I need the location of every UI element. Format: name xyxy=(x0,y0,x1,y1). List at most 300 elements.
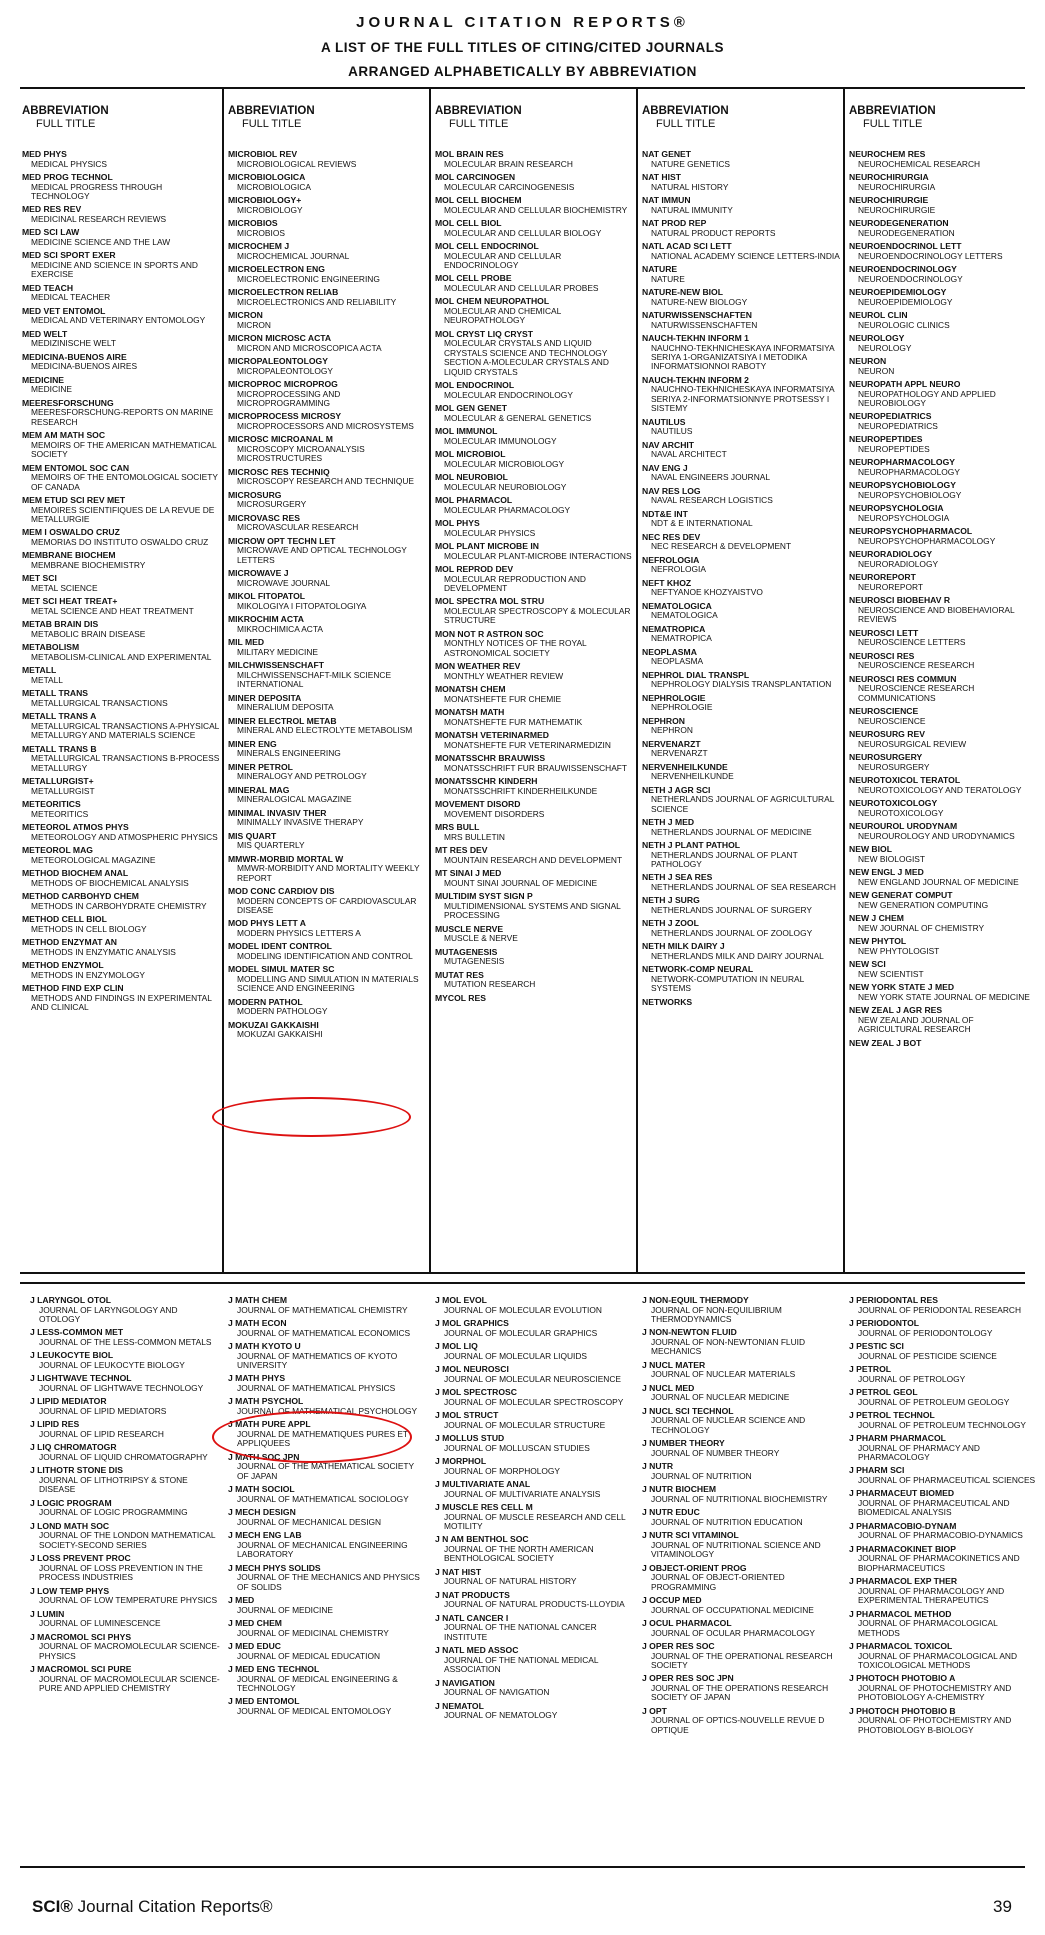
journal-entry xyxy=(228,615,426,634)
journal-abbreviation: J MOL EVOL xyxy=(435,1296,487,1305)
journal-full-title: NEUROENDOCRINOLOGY xyxy=(858,273,963,284)
journal-entry xyxy=(30,1522,220,1550)
journal-abbreviation: MOL SPECTRA MOL STRU xyxy=(435,596,545,607)
journal-abbreviation: J MATH PSYCHOL xyxy=(228,1396,304,1407)
journal-full-title: MICROPROCESSORS AND MICROSYSTEMS xyxy=(237,421,414,431)
journal-entry xyxy=(22,330,220,349)
journal-full-title: NEW JOURNAL OF CHEMISTRY xyxy=(858,922,985,933)
journal-abbreviation: MOL NEUROBIOL xyxy=(435,472,508,483)
journal-abbreviation: J MECH PHYS SOLIDS xyxy=(228,1562,321,1573)
journal-abbreviation: J MED CHEM xyxy=(228,1618,282,1629)
journal-full-title: JOURNAL OF OCULAR PHARMACOLOGY xyxy=(651,1627,815,1638)
journal-entry xyxy=(435,473,633,492)
journal-abbreviation: METEOROL ATMOS PHYS xyxy=(22,822,129,833)
journal-abbreviation: MOL CELL BIOL xyxy=(435,218,502,228)
journal-entry xyxy=(849,675,1039,703)
journal-abbreviation: J PERIODONTOL xyxy=(849,1318,920,1328)
top-column-1 xyxy=(22,150,220,1270)
journal-full-title: JOURNAL OF PHARMACY AND PHARMACOLOGY xyxy=(858,1442,980,1462)
journal-full-title: MONTHLY WEATHER REVIEW xyxy=(444,670,564,681)
journal-full-title: MEDICINA-BUENOS AIRES xyxy=(31,361,138,372)
journal-abbreviation: J MECH ENG LAB xyxy=(228,1530,302,1541)
journal-abbreviation: NEMATROPICA xyxy=(642,623,706,634)
journal-entry xyxy=(849,334,1039,353)
journal-abbreviation: NAUTILUS xyxy=(642,416,686,427)
journal-abbreviation: METHOD BIOCHEM ANAL xyxy=(22,868,129,879)
journal-full-title: NEURODEGENERATION xyxy=(858,227,955,238)
journal-abbreviation: J NUTR SCI VITAMINOL xyxy=(642,1530,739,1541)
journal-abbreviation: MICROPROC MICROPROG xyxy=(228,379,338,389)
journal-entry xyxy=(435,173,633,192)
journal-abbreviation: MIS QUART xyxy=(228,830,277,841)
journal-full-title: MICROELECTRONIC ENGINEERING xyxy=(237,273,380,284)
journal-full-title: MONATSSCHRIFT KINDERHEILKUNDE xyxy=(444,785,598,796)
journal-full-title: NEUROSCIENCE xyxy=(858,715,926,726)
journal-abbreviation: NAT HIST xyxy=(642,172,681,182)
journal-abbreviation: NEUROTOXICOL TERATOL xyxy=(849,775,961,786)
journal-full-title: NEUROREPORT xyxy=(858,582,923,592)
journal-entry xyxy=(849,707,1039,726)
journal-full-title: MINERAL AND ELECTROLYTE METABOLISM xyxy=(237,725,413,736)
journal-abbreviation: NEUROPSYCHOPHARMACOL xyxy=(849,526,973,537)
journal-full-title: NEMATROPICA xyxy=(651,633,712,644)
journal-full-title: NEUROPEPTIDES xyxy=(858,444,930,454)
journal-full-title: JOURNAL OF THE NORTH AMERICAN BENTHOLOGICAL SOCIETY xyxy=(444,1544,594,1564)
journal-entry xyxy=(849,960,1039,979)
journal-entry xyxy=(642,1564,840,1592)
journal-full-title: METHODS IN CELL BIOLOGY xyxy=(31,923,147,934)
journal-abbreviation: J MUSCLE RES CELL M xyxy=(435,1502,533,1512)
journal-entry xyxy=(849,1388,1039,1407)
journal-entry xyxy=(30,1443,220,1462)
journal-entry xyxy=(435,1568,633,1587)
journal-abbreviation: NEUROPHARMACOLOGY xyxy=(849,457,955,468)
column-header-full-title: FULL TITLE xyxy=(449,118,509,130)
journal-entry xyxy=(228,569,426,588)
journal-entry xyxy=(22,712,220,740)
journal-entry xyxy=(22,307,220,326)
journal-abbreviation: METALL xyxy=(22,665,57,676)
journal-full-title: NETHERLANDS JOURNAL OF SURGERY xyxy=(651,905,813,916)
journal-entry xyxy=(22,574,220,593)
journal-abbreviation: MON WEATHER REV xyxy=(435,661,521,672)
journal-full-title: MRS BULLETIN xyxy=(444,831,505,842)
journal-full-title: NATURE GENETICS xyxy=(651,158,730,169)
journal-entry xyxy=(228,537,426,565)
journal-abbreviation: MEDICINA-BUENOS AIRE xyxy=(22,351,127,362)
journal-full-title: NEUROSCIENCE RESEARCH xyxy=(858,660,975,671)
journal-entry xyxy=(435,800,633,819)
journal-full-title: MEDICINE xyxy=(31,384,72,395)
journal-entry xyxy=(435,1480,633,1499)
journal-full-title: JOURNAL OF MEDICAL ENGINEERING & TECHNOLOGY xyxy=(237,1673,398,1694)
journal-full-title: MEDICAL PROGRESS THROUGH TECHNOLOGY xyxy=(31,181,163,201)
journal-full-title: NEUROPEDIATRICS xyxy=(858,421,938,431)
journal-abbreviation: J PETROL TECHNOL xyxy=(849,1410,935,1420)
journal-entry xyxy=(642,1596,840,1615)
journal-abbreviation: MOD PHYS LETT A xyxy=(228,918,306,929)
journal-full-title: MICROSCOPY RESEARCH AND TECHNIQUE xyxy=(237,476,414,487)
journal-full-title: MEDICINE AND SCIENCE IN SPORTS AND EXERCISE xyxy=(31,260,198,280)
top-column-3 xyxy=(435,150,633,1270)
journal-abbreviation: MOL PHYS xyxy=(435,518,480,529)
journal-entry xyxy=(228,919,426,938)
journal-full-title: MOLECULAR REPRODUCTION AND DEVELOPMENT xyxy=(444,573,586,594)
journal-abbreviation: J OBJECT-ORIENT PROG xyxy=(642,1562,747,1573)
journal-entry xyxy=(30,1351,220,1370)
journal-full-title: MODERN CONCEPTS OF CARDIOVASCULAR DISEASE xyxy=(237,895,417,916)
journal-abbreviation: J LIGHTWAVE TECHNOL xyxy=(30,1373,132,1384)
journal-full-title: MICROBIOLOGY xyxy=(237,204,303,215)
journal-abbreviation: MICROPROCESS MICROSY xyxy=(228,411,342,422)
journal-entry xyxy=(435,1503,633,1531)
journal-abbreviation: J MOL STRUCT xyxy=(435,1410,499,1420)
journal-full-title: JOURNAL OF PERIODONTAL RESEARCH xyxy=(858,1304,1022,1315)
journal-full-title: JOURNAL OF NUMBER THEORY xyxy=(651,1447,780,1458)
journal-full-title: NAUTILUS xyxy=(651,426,693,437)
journal-full-title: JOURNAL OF PERIODONTOLOGY xyxy=(858,1327,993,1338)
journal-entry xyxy=(22,464,220,492)
journal-full-title: JOURNAL OF PETROLEUM TECHNOLOGY xyxy=(858,1419,1026,1430)
journal-full-title: JOURNAL OF NUTRITION xyxy=(651,1470,752,1481)
journal-full-title: JOURNAL OF NUTRITIONAL BIOCHEMISTRY xyxy=(651,1493,828,1504)
journal-abbreviation: NEW ZEAL J BOT xyxy=(849,1037,922,1048)
journal-abbreviation: NEW SCI xyxy=(849,959,886,970)
journal-abbreviation: NETH J SURG xyxy=(642,895,700,906)
journal-entry xyxy=(849,868,1039,887)
journal-abbreviation: NEW BIOL xyxy=(849,844,892,855)
journal-abbreviation: METABOLISM xyxy=(22,642,80,653)
journal-entry xyxy=(435,1646,633,1674)
column-divider xyxy=(222,89,224,1272)
journal-entry xyxy=(849,481,1039,500)
journal-abbreviation: J PHARMACEUT BIOMED xyxy=(849,1488,955,1499)
journal-entry xyxy=(642,196,840,215)
journal-abbreviation: MOL CARCINOGEN xyxy=(435,172,516,182)
journal-full-title: MOLECULAR AND CELLULAR PROBES xyxy=(444,283,599,293)
journal-entry xyxy=(22,666,220,685)
journal-full-title: JOURNAL OF PHARMACOBIO-DYNAMICS xyxy=(858,1530,1023,1541)
journal-abbreviation: NEUROPATH APPL NEURO xyxy=(849,379,961,389)
journal-full-title: NEW ZEALAND JOURNAL OF AGRICULTURAL RESEARCH xyxy=(858,1014,974,1035)
journal-abbreviation: MON NOT R ASTRON SOC xyxy=(435,628,544,639)
journal-entry xyxy=(228,1508,426,1527)
journal-abbreviation: NEFT KHOZ xyxy=(642,577,692,588)
journal-abbreviation: J MATH SOCIOL xyxy=(228,1484,295,1495)
journal-abbreviation: J LOGIC PROGRAM xyxy=(30,1497,112,1508)
journal-entry xyxy=(642,1531,840,1559)
journal-entry xyxy=(228,196,426,215)
journal-full-title: MOLECULAR PLANT-MICROBE INTERACTIONS xyxy=(444,550,632,561)
journal-full-title: NEOPLASMA xyxy=(651,656,704,667)
journal-full-title: JOURNAL OF THE MATHEMATICAL SOCIETY OF JAPAN xyxy=(237,1461,414,1481)
journal-full-title: NEW GENERATION COMPUTING xyxy=(858,899,989,910)
journal-full-title: MICROCHEMICAL JOURNAL xyxy=(237,250,350,261)
journal-entry xyxy=(228,786,426,805)
journal-full-title: METHODS IN ENZYMOLOGY xyxy=(31,969,146,980)
journal-abbreviation: J PHARMACOL METHOD xyxy=(849,1608,952,1619)
journal-full-title: MOLECULAR AND CELLULAR ENDOCRINOLOGY xyxy=(444,250,562,270)
journal-entry xyxy=(435,1679,633,1698)
journal-entry xyxy=(849,311,1039,330)
journal-entry xyxy=(849,504,1039,523)
journal-full-title: NEUROLOGY xyxy=(858,342,912,353)
column-header-full-title: FULL TITLE xyxy=(242,118,302,130)
journal-full-title: JOURNAL OF MORPHOLOGY xyxy=(444,1465,561,1476)
journal-entry xyxy=(22,528,220,547)
journal-abbreviation: NETH J SEA RES xyxy=(642,872,713,883)
journal-entry xyxy=(22,205,220,224)
journal-full-title: JOURNAL OF MOLLUSCAN STUDIES xyxy=(444,1442,590,1453)
journal-abbreviation: J PHOTOCH PHOTOBIO A xyxy=(849,1673,956,1684)
journal-entry xyxy=(642,579,840,598)
journal-full-title: MEMORIAS DO INSTITUTO OSWALDO CRUZ xyxy=(31,537,209,548)
journal-abbreviation: J NAVIGATION xyxy=(435,1677,495,1688)
journal-full-title: MICROBIOS xyxy=(237,227,285,238)
journal-abbreviation: J MATH ECON xyxy=(228,1318,287,1328)
journal-abbreviation: NATURWISSENSCHAFTEN xyxy=(642,310,752,320)
journal-abbreviation: MONATSSCHR KINDERH xyxy=(435,776,538,787)
journal-abbreviation: MMWR-MORBID MORTAL W xyxy=(228,853,344,864)
journal-full-title: MODELING IDENTIFICATION AND CONTROL xyxy=(237,951,413,962)
journal-entry xyxy=(849,380,1039,408)
journal-entry xyxy=(849,1411,1039,1430)
journal-abbreviation: NETH J ZOOL xyxy=(642,918,699,929)
journal-full-title: MOLECULAR BRAIN RESEARCH xyxy=(444,158,573,169)
journal-entry xyxy=(228,1665,426,1693)
journal-entry xyxy=(22,961,220,980)
journal-entry xyxy=(228,242,426,261)
top-section-bottom-rule-2 xyxy=(20,1282,1025,1284)
journal-entry xyxy=(642,942,840,961)
journal-abbreviation: MICROBIOLOGY+ xyxy=(228,195,302,205)
journal-entry xyxy=(22,551,220,570)
journal-abbreviation: J MED EDUC xyxy=(228,1641,282,1652)
journal-abbreviation: J LIQ CHROMATOGR xyxy=(30,1442,117,1453)
journal-full-title: MINERALS ENGINEERING xyxy=(237,748,341,759)
journal-full-title: MIKOLOGIYA I FITOPATOLOGIYA xyxy=(237,600,367,611)
journal-entry xyxy=(849,1466,1039,1485)
journal-full-title: JOURNAL OF MULTIVARIATE ANALYSIS xyxy=(444,1488,601,1499)
journal-full-title: NEUROPHARMACOLOGY xyxy=(858,467,960,477)
journal-entry xyxy=(642,1296,840,1324)
journal-abbreviation: J MATH PHYS xyxy=(228,1373,286,1384)
journal-full-title: JOURNAL OF NATURAL HISTORY xyxy=(444,1576,577,1587)
journal-entry xyxy=(22,620,220,639)
journal-full-title: MODELLING AND SIMULATION IN MATERIALS SCIENCE AND ENGINEERING xyxy=(237,974,419,994)
journal-abbreviation: MONATSH CHEM xyxy=(435,684,506,695)
journal-abbreviation: MED SCI SPORT EXER xyxy=(22,250,116,261)
journal-abbreviation: MOL CHEM NEUROPATHOL xyxy=(435,296,550,307)
journal-full-title: NATURAL IMMUNITY xyxy=(651,204,733,215)
journal-abbreviation: MICROBIOS xyxy=(228,218,278,228)
journal-full-title: MEMOIRS OF THE ENTOMOLOGICAL SOCIETY OF CANADA xyxy=(31,472,218,492)
journal-entry xyxy=(228,740,426,759)
journal-entry xyxy=(228,265,426,284)
journal-entry xyxy=(22,800,220,819)
journal-entry xyxy=(642,376,840,414)
journal-full-title: JOURNAL OF MATHEMATICAL PSYCHOLOGY xyxy=(237,1406,418,1416)
journal-full-title: JOURNAL DE MATHEMATIQUES PURES ET APPLIQUEES xyxy=(237,1429,408,1449)
journal-entry xyxy=(228,412,426,431)
journal-abbreviation: J PETROL GEOL xyxy=(849,1387,918,1397)
journal-entry xyxy=(228,694,426,713)
journal-abbreviation: NEC RES DEV xyxy=(642,531,701,542)
journal-abbreviation: METALLURGIST+ xyxy=(22,776,94,787)
journal-entry xyxy=(228,150,426,169)
journal-entry xyxy=(228,638,426,657)
journal-full-title: MONATSHEFTE FUR MATHEMATIK xyxy=(444,716,583,727)
journal-full-title: JOURNAL OF THE LESS-COMMON METALS xyxy=(39,1337,212,1347)
journal-full-title: MICRON xyxy=(237,319,271,330)
journal-abbreviation: NATURE xyxy=(642,264,678,274)
journal-entry xyxy=(22,150,220,169)
journal-abbreviation: MEM AM MATH SOC xyxy=(22,430,106,441)
journal-full-title: MODERN PATHOLOGY xyxy=(237,1006,328,1017)
journal-full-title: NEFROLOGIA xyxy=(651,564,706,575)
journal-entry xyxy=(642,311,840,330)
journal-full-title: NDT & E INTERNATIONAL xyxy=(651,518,753,529)
journal-full-title: JOURNAL OF NAVIGATION xyxy=(444,1687,550,1698)
journal-abbreviation: MUTAGENESIS xyxy=(435,946,498,957)
journal-entry xyxy=(435,1591,633,1610)
journal-entry xyxy=(849,1522,1039,1541)
journal-entry xyxy=(228,661,426,689)
journal-abbreviation: NEUROTOXICOLOGY xyxy=(849,798,938,809)
journal-abbreviation: MINER PETROL xyxy=(228,761,293,772)
bottom-column-2 xyxy=(228,1296,426,1861)
journal-entry xyxy=(642,1407,840,1435)
journal-abbreviation: METALL TRANS xyxy=(22,688,89,699)
journal-full-title: JOURNAL OF THE OPERATIONS RESEARCH SOCIETY OF JAPAN xyxy=(651,1683,829,1703)
journal-entry xyxy=(435,892,633,920)
journal-full-title: NEUROPATHOLOGY AND APPLIED NEUROBIOLOGY xyxy=(858,388,996,408)
journal-entry xyxy=(849,1489,1039,1517)
journal-abbreviation: MIKROCHIM ACTA xyxy=(228,614,304,625)
journal-entry xyxy=(228,1531,426,1559)
journal-entry xyxy=(849,1039,1039,1049)
journal-entry xyxy=(849,1434,1039,1462)
journal-full-title: NAVAL ENGINEERS JOURNAL xyxy=(651,472,770,483)
journal-entry xyxy=(22,984,220,1012)
journal-abbreviation: METEOROL MAG xyxy=(22,845,93,856)
journal-entry xyxy=(435,330,633,377)
journal-abbreviation: NEW YORK STATE J MED xyxy=(849,982,955,993)
journal-entry xyxy=(228,173,426,192)
journal-full-title: MOKUZAI GAKKAISHI xyxy=(237,1029,323,1040)
journal-abbreviation: NEUROPSYCHOLOGIA xyxy=(849,503,944,514)
journal-entry xyxy=(30,1499,220,1518)
journal-full-title: NEC RESEARCH & DEVELOPMENT xyxy=(651,541,792,552)
journal-full-title: NETHERLANDS JOURNAL OF AGRICULTURAL SCIENCE xyxy=(651,794,835,814)
journal-abbreviation: J MOL GRAPHICS xyxy=(435,1318,509,1328)
journal-full-title: JOURNAL OF PHARMACOLOGICAL AND TOXICOLOGICAL METHODS xyxy=(858,1650,1017,1671)
journal-entry xyxy=(435,630,633,658)
journal-full-title: NEW YORK STATE JOURNAL OF MEDICINE xyxy=(858,991,1030,1002)
journal-entry xyxy=(30,1296,220,1324)
journal-full-title: NAVAL RESEARCH LOGISTICS xyxy=(651,495,773,506)
column-header-full-title: FULL TITLE xyxy=(36,118,96,130)
journal-abbreviation: NATL ACAD SCI LETT xyxy=(642,241,732,251)
journal-entry xyxy=(642,441,840,460)
journal-abbreviation: NEUROSURG REV xyxy=(849,729,925,740)
journal-entry xyxy=(642,1619,840,1638)
journal-full-title: MICROWAVE JOURNAL xyxy=(237,577,331,588)
journal-abbreviation: METHOD ENZYMOL xyxy=(22,960,104,971)
journal-entry xyxy=(435,196,633,215)
journal-full-title: JOURNAL OF MEDICINAL CHEMISTRY xyxy=(237,1627,389,1638)
journal-entry xyxy=(849,1296,1039,1315)
journal-full-title: NEW SCIENTIST xyxy=(858,968,924,979)
journal-abbreviation: NDT&E INT xyxy=(642,508,688,519)
journal-entry xyxy=(849,1707,1039,1735)
journal-full-title: NEUROPSYCHOBIOLOGY xyxy=(858,490,962,500)
journal-full-title: NETHERLANDS MILK AND DAIRY JOURNAL xyxy=(651,951,824,962)
journal-entry xyxy=(642,919,840,938)
journal-full-title: MEMOIRS OF THE AMERICAN MATHEMATICAL SOCIETY xyxy=(31,439,217,460)
journal-full-title: JOURNAL OF LUMINESCENCE xyxy=(39,1618,161,1629)
journal-full-title: METEOROLOGICAL MAGAZINE xyxy=(31,854,156,865)
journal-abbreviation: J NUCL SCI TECHNOL xyxy=(642,1405,734,1416)
journal-abbreviation: MOL REPROD DEV xyxy=(435,564,514,575)
journal-full-title: MOLECULAR & GENERAL GENETICS xyxy=(444,412,592,423)
journal-full-title: MOLECULAR IMMUNOLOGY xyxy=(444,435,557,446)
journal-entry xyxy=(642,150,840,169)
journal-abbreviation: J MOL NEUROSCI xyxy=(435,1364,509,1374)
journal-abbreviation: MINER DEPOSITA xyxy=(228,692,302,703)
journal-abbreviation: NAUCH-TEKHN INFORM 1 xyxy=(642,333,749,343)
journal-full-title: JOURNAL OF LOGIC PROGRAMMING xyxy=(39,1507,188,1518)
journal-full-title: METALLURGICAL TRANSACTIONS xyxy=(31,698,168,709)
journal-full-title: JOURNAL OF LIPID MEDIATORS xyxy=(39,1406,167,1416)
journal-full-title: MICROVASCULAR RESEARCH xyxy=(237,522,359,533)
journal-full-title: JOURNAL OF MOLECULAR LIQUIDS xyxy=(444,1350,588,1361)
journal-entry xyxy=(435,1365,633,1384)
journal-full-title: MONATSHEFTE FUR CHEMIE xyxy=(444,693,562,704)
journal-full-title: MOUNT SINAI JOURNAL OF MEDICINE xyxy=(444,877,598,888)
journal-abbreviation: NETH J MED xyxy=(642,817,695,828)
journal-full-title: NEUROUROLOGY AND URODYNAMICS xyxy=(858,830,1015,841)
journal-full-title: MODERN PHYSICS LETTERS A xyxy=(237,928,361,939)
journal-abbreviation: J LOSS PREVENT PROC xyxy=(30,1553,131,1564)
journal-entry xyxy=(30,1397,220,1416)
journal-abbreviation: NEPHRON xyxy=(642,715,685,726)
journal-abbreviation: METALL TRANS B xyxy=(22,743,97,754)
journal-abbreviation: MOL BRAIN RES xyxy=(435,150,504,159)
journal-entry xyxy=(22,284,220,303)
journal-entry xyxy=(22,689,220,708)
journal-abbreviation: NERVENARZT xyxy=(642,738,701,749)
journal-full-title: JOURNAL OF MOLECULAR NEUROSCIENCE xyxy=(444,1373,621,1384)
journal-full-title: NEFTYANOE KHOZYAISTVO xyxy=(651,587,763,598)
journal-entry xyxy=(228,592,426,611)
journal-entry xyxy=(642,1707,840,1735)
highlight-circle-j-math-phys xyxy=(212,1411,412,1463)
journal-entry xyxy=(642,242,840,261)
journal-entry xyxy=(849,1577,1039,1605)
journal-entry xyxy=(849,219,1039,238)
journal-entry xyxy=(642,1462,840,1481)
column-header-abbreviation: ABBREVIATION xyxy=(435,105,522,117)
journal-abbreviation: NETH J AGR SCI xyxy=(642,784,711,795)
journal-abbreviation: MET SCI HEAT TREAT+ xyxy=(22,596,118,607)
journal-abbreviation: MICROPALEONTOLOGY xyxy=(228,356,328,366)
journal-full-title: METALL xyxy=(31,675,63,686)
journal-entry xyxy=(849,550,1039,569)
journal-full-title: JOURNAL OF NON-EQUILIBRIUM THERMODYNAMICS xyxy=(651,1304,782,1324)
journal-full-title: MEDICAL TEACHER xyxy=(31,292,111,303)
journal-abbreviation: J PHARMACOL TOXICOL xyxy=(849,1641,953,1652)
